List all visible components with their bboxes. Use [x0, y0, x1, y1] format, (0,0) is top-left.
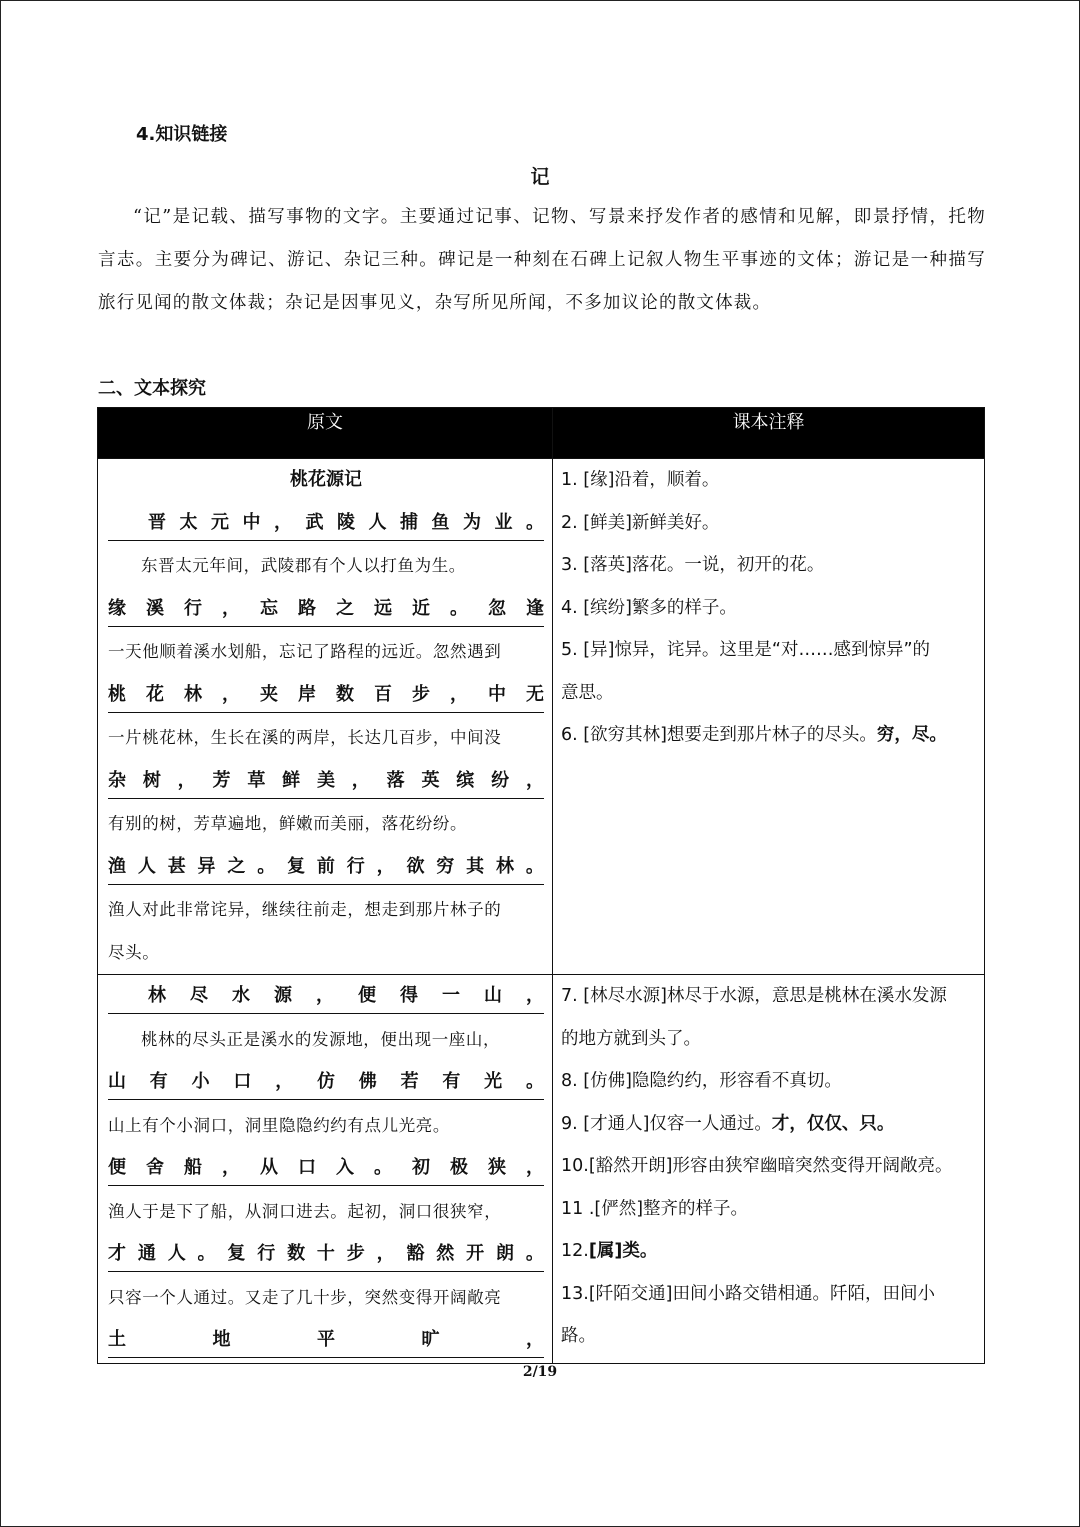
page-number: 2/19	[522, 1364, 558, 1380]
note-item	[553, 975, 984, 1018]
intro-paragraph: “记”是记载、描写事物的文字。主要通过记事、记物、写景来抒发作者的感情和见解，即景抒情，托物言志。主要分为碑记、游记、杂记三种。碑记是一种刻在石碑上记叙人物生平事迹的文体；游记是一种描写旅行见闻的散文体裁；杂记是因事见义，杂写所见所闻，不多加议论的散文体裁。	[98, 207, 986, 313]
original-text-line: 杂 树 ， 芳 草 鲜 美 ， 落 英 缤 纷 ，	[108, 764, 544, 799]
note-item	[553, 672, 984, 715]
note-text: 12.	[561, 1241, 589, 1261]
notes-cell-1	[553, 459, 985, 975]
passage-title: 桃花源记	[290, 469, 362, 490]
note-item	[553, 459, 984, 502]
note-text: 1. [缘]沿着，顺着。	[561, 470, 720, 490]
table-row	[98, 975, 985, 1364]
translation-line: 一天他顺着溪水划船，忘记了路程的远近。忽然遇到	[108, 642, 502, 661]
doc-title: 记	[530, 166, 550, 188]
notes-cell-2	[553, 975, 985, 1364]
table-header-row	[98, 408, 985, 459]
note-text: 路。	[561, 1326, 596, 1346]
original-text-line: 桃 花 林 ， 夹 岸 数 百 步 ， 中 无	[108, 678, 544, 713]
translation-line: 山上有个小洞口，洞里隐隐约约有点儿光亮。	[108, 1115, 450, 1135]
note-text: 7. [林尽水源]林尽于水源，意思是桃林在溪水发源	[561, 986, 947, 1006]
note-emphasis: 才，仅仅、只。	[771, 1113, 895, 1134]
note-item	[553, 1145, 984, 1188]
note-text: 2. [鲜美]新鲜美好。	[561, 512, 720, 533]
translation-line: 尽头。	[108, 942, 160, 962]
header-notes: 课本注释	[553, 408, 985, 459]
note-item	[553, 1188, 984, 1231]
original-cell-1	[98, 459, 553, 975]
note-item	[553, 1103, 984, 1146]
note-text: 10.[豁然开朗]形容由狭窄幽暗突然变得开阔敞亮。	[561, 1156, 953, 1176]
part-heading-text-study: 二、文本探究	[98, 378, 206, 399]
note-item	[553, 629, 984, 672]
note-item	[553, 1315, 984, 1358]
header-original: 原文	[98, 408, 553, 459]
note-item	[553, 1273, 984, 1316]
note-item	[553, 714, 984, 757]
note-text: 5. [异]惊异，诧异。这里是“对……感到惊异”的	[561, 640, 931, 660]
table-row	[98, 459, 985, 975]
translation-line: 桃林的尽头正是溪水的发源地，便出现一座山，	[141, 1029, 501, 1049]
translation-line: 一片桃花林，生长在溪的两岸，长达几百步，中间没	[108, 728, 502, 747]
translation-line: 东晋太元年间，武陵郡有个人以打鱼为生。	[141, 556, 466, 575]
note-text: 13.[阡陌交通]田间小路交错相通。阡陌，田间小	[561, 1283, 935, 1304]
original-text-line: 晋 太 元 中 ， 武 陵 人 捕 鱼 为 业 。	[108, 506, 544, 541]
note-text: 11 .[俨然]整齐的样子。	[561, 1198, 749, 1219]
note-text: 的地方就到头了。	[561, 1028, 701, 1049]
note-item	[553, 1230, 984, 1273]
note-text: 6. [欲穷其林]想要走到那片林子的尽头。	[561, 725, 877, 745]
translation-line: 只容一个人通过。又走了几十步，突然变得开阔敞亮	[108, 1287, 502, 1307]
note-text: 8. [仿佛]隐隐约约，形容看不真切。	[561, 1071, 842, 1091]
original-text-line: 便 舍 船 ， 从 口 入 。 初 极 狭 ，	[108, 1151, 544, 1186]
note-text: 4. [缤纷]繁多的样子。	[561, 597, 737, 618]
original-text-line: 林 尽 水 源 ， 便 得 一 山 ，	[108, 979, 544, 1014]
note-item	[553, 544, 984, 587]
note-text: 意思。	[561, 682, 614, 703]
original-text-line: 才 通 人 。 复 行 数 十 步 ， 豁 然 开 朗 。	[108, 1237, 544, 1272]
note-item	[553, 502, 984, 545]
note-text: 3. [落英]落花。一说，初开的花。	[561, 555, 825, 575]
section-heading-knowledge-link: 4.知识链接	[136, 124, 228, 145]
original-text-line: 渔 人 甚 异 之 。 复 前 行 ， 欲 穷 其 林 。	[108, 850, 544, 885]
translation-line: 渔人对此非常诧异，继续往前走，想走到那片林子的	[108, 900, 502, 919]
original-text-line: 缘 溪 行 ， 忘 路 之 远 近 。 忽 逢	[108, 592, 544, 627]
original-text-line: 土 地 平 旷 ，	[108, 1323, 544, 1358]
note-text: 9. [才通人]仅容一人通过。	[561, 1113, 772, 1134]
note-item	[553, 1018, 984, 1061]
translation-line: 渔人于是下了船，从洞口进去。起初，洞口很狭窄，	[108, 1201, 502, 1221]
note-item	[553, 1060, 984, 1103]
note-emphasis: [属]类。	[588, 1241, 658, 1261]
original-cell-2	[98, 975, 553, 1364]
translation-line: 有别的树，芳草遍地，鲜嫩而美丽，落花纷纷。	[108, 814, 468, 833]
note-item	[553, 587, 984, 630]
note-emphasis: 穷，尽。	[876, 725, 947, 745]
original-text-line: 山 有 小 口 ， 仿 佛 若 有 光 。	[108, 1065, 544, 1100]
study-table	[97, 407, 985, 1364]
